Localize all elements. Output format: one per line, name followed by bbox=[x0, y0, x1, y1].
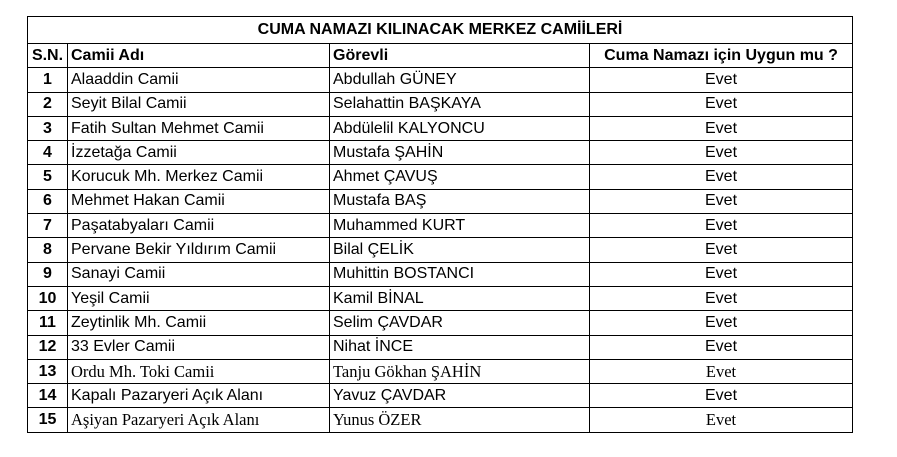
officer-name: Nihat İNCE bbox=[330, 335, 590, 359]
mosque-name: Paşatabyaları Camii bbox=[68, 214, 330, 238]
suitable-value: Evet bbox=[590, 359, 853, 383]
officer-name: Yavuz ÇAVDAR bbox=[330, 384, 590, 408]
suitable-value: Evet bbox=[590, 262, 853, 286]
officer-name: Tanju Gökhan ŞAHİN bbox=[330, 359, 590, 383]
mosque-name: 33 Evler Camii bbox=[68, 335, 330, 359]
row-number: 4 bbox=[28, 141, 68, 165]
table-row bbox=[28, 214, 853, 238]
table-row bbox=[28, 408, 853, 432]
mosque-name: Pervane Bekir Yıldırım Camii bbox=[68, 238, 330, 262]
table-row bbox=[28, 286, 853, 310]
table-row bbox=[28, 384, 853, 408]
table-row bbox=[28, 141, 853, 165]
officer-name: Muhittin BOSTANCI bbox=[330, 262, 590, 286]
table-row bbox=[28, 116, 853, 140]
row-number: 3 bbox=[28, 116, 68, 140]
suitable-value: Evet bbox=[590, 238, 853, 262]
row-number: 5 bbox=[28, 165, 68, 189]
table-row bbox=[28, 68, 853, 92]
mosque-name: Yeşil Camii bbox=[68, 286, 330, 310]
row-number: 6 bbox=[28, 189, 68, 213]
row-number: 14 bbox=[28, 384, 68, 408]
suitable-value: Evet bbox=[590, 189, 853, 213]
row-number: 1 bbox=[28, 68, 68, 92]
row-number: 12 bbox=[28, 335, 68, 359]
table-row bbox=[28, 92, 853, 116]
row-number: 2 bbox=[28, 92, 68, 116]
mosque-name: Ordu Mh. Toki Camii bbox=[68, 359, 330, 383]
officer-name: Abdullah GÜNEY bbox=[330, 68, 590, 92]
row-number: 15 bbox=[28, 408, 68, 432]
mosque-table bbox=[27, 16, 853, 433]
suitable-value: Evet bbox=[590, 214, 853, 238]
suitable-value: Evet bbox=[590, 68, 853, 92]
row-number: 9 bbox=[28, 262, 68, 286]
table-row bbox=[28, 262, 853, 286]
mosque-name: Mehmet Hakan Camii bbox=[68, 189, 330, 213]
officer-name: Ahmet ÇAVUŞ bbox=[330, 165, 590, 189]
mosque-name: Korucuk Mh. Merkez Camii bbox=[68, 165, 330, 189]
suitable-value: Evet bbox=[590, 165, 853, 189]
table-row bbox=[28, 165, 853, 189]
mosque-name: Alaaddin Camii bbox=[68, 68, 330, 92]
suitable-value: Evet bbox=[590, 384, 853, 408]
officer-name: Yunus ÖZER bbox=[330, 408, 590, 432]
table-row bbox=[28, 238, 853, 262]
row-number: 13 bbox=[28, 359, 68, 383]
suitable-value: Evet bbox=[590, 335, 853, 359]
suitable-value: Evet bbox=[590, 141, 853, 165]
table-row bbox=[28, 335, 853, 359]
officer-name: Selahattin BAŞKAYA bbox=[330, 92, 590, 116]
mosque-name: Fatih Sultan Mehmet Camii bbox=[68, 116, 330, 140]
header-mosque-name: Camii Adı bbox=[68, 44, 330, 68]
header-sn: S.N. bbox=[28, 44, 68, 68]
officer-name: Kamil BİNAL bbox=[330, 286, 590, 310]
suitable-value: Evet bbox=[590, 92, 853, 116]
officer-name: Selim ÇAVDAR bbox=[330, 311, 590, 335]
table-row bbox=[28, 189, 853, 213]
suitable-value: Evet bbox=[590, 408, 853, 432]
row-number: 11 bbox=[28, 311, 68, 335]
header-suitable: Cuma Namazı için Uygun mu ? bbox=[590, 44, 853, 68]
row-number: 10 bbox=[28, 286, 68, 310]
table-title: CUMA NAMAZI KILINACAK MERKEZ CAMİİLERİ bbox=[28, 17, 853, 44]
mosque-name: Aşiyan Pazaryeri Açık Alanı bbox=[68, 408, 330, 432]
mosque-name: Sanayi Camii bbox=[68, 262, 330, 286]
suitable-value: Evet bbox=[590, 311, 853, 335]
mosque-name: Kapalı Pazaryeri Açık Alanı bbox=[68, 384, 330, 408]
officer-name: Mustafa BAŞ bbox=[330, 189, 590, 213]
header-officer: Görevli bbox=[330, 44, 590, 68]
suitable-value: Evet bbox=[590, 116, 853, 140]
mosque-name: Seyit Bilal Camii bbox=[68, 92, 330, 116]
officer-name: Abdülelil KALYONCU bbox=[330, 116, 590, 140]
suitable-value: Evet bbox=[590, 286, 853, 310]
officer-name: Muhammed KURT bbox=[330, 214, 590, 238]
row-number: 7 bbox=[28, 214, 68, 238]
header-row bbox=[28, 44, 853, 68]
table-row bbox=[28, 311, 853, 335]
officer-name: Mustafa ŞAHİN bbox=[330, 141, 590, 165]
mosque-name: İzzetağa Camii bbox=[68, 141, 330, 165]
table-row bbox=[28, 359, 853, 383]
mosque-name: Zeytinlik Mh. Camii bbox=[68, 311, 330, 335]
row-number: 8 bbox=[28, 238, 68, 262]
officer-name: Bilal ÇELİK bbox=[330, 238, 590, 262]
mosque-list-document bbox=[27, 16, 852, 433]
